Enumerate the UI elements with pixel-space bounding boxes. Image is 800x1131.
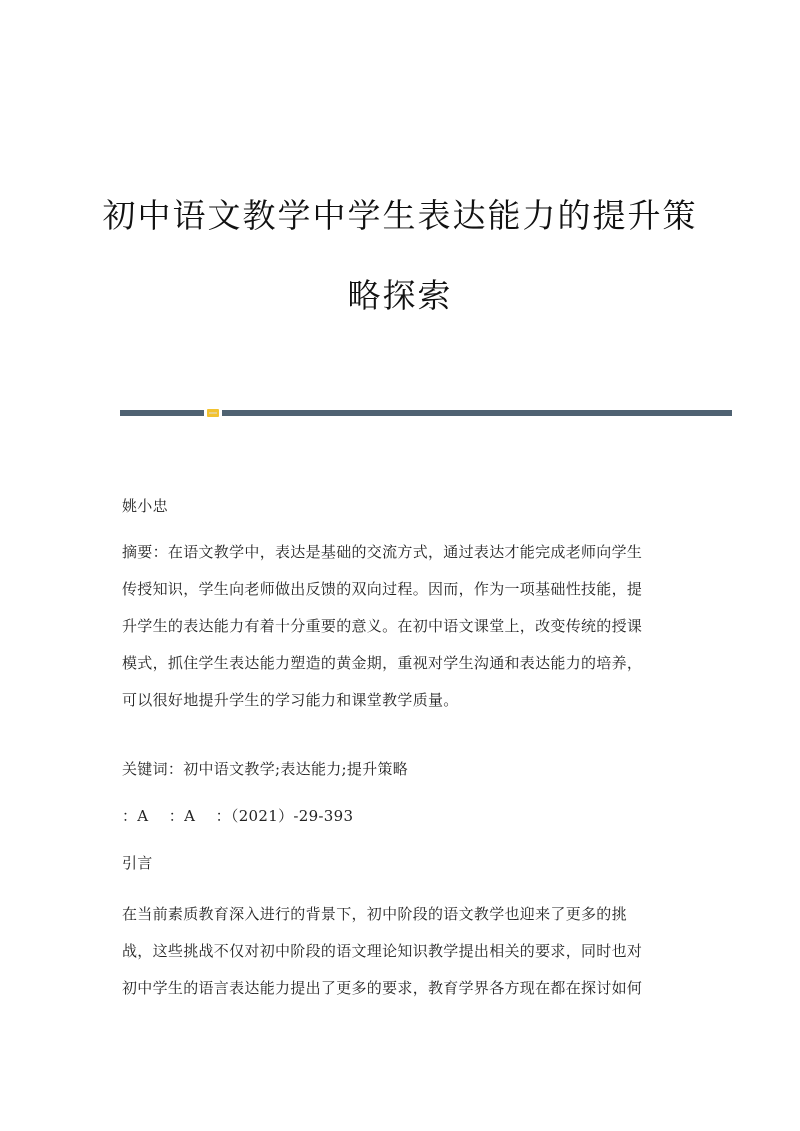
pencil-icon (206, 407, 220, 419)
classification-info: ：A ：A ：（2021）-29-393 (122, 807, 354, 825)
intro-line: 在当前素质教育深入进行的背景下，初中阶段的语文教学也迎来了更多的挑 (122, 905, 627, 923)
document-title-line-2: 略探索 (347, 276, 453, 315)
abstract-line: 升学生的表达能力有着十分重要的意义。在初中语文课堂上，改变传统的授课 (122, 617, 643, 635)
divider-bar-right (222, 410, 732, 416)
abstract-line: 传授知识，学生向老师做出反馈的双向过程。因而，作为一项基础性技能，提 (122, 580, 643, 598)
intro-line: 初中学生的语言表达能力提出了更多的要求，教育学界各方现在都在探讨如何 (122, 979, 643, 997)
abstract-line: 可以很好地提升学生的学习能力和课堂教学质量。 (122, 691, 459, 709)
keywords: 关键词：初中语文教学;表达能力;提升策略 (122, 760, 409, 778)
author: 姚小忠 (122, 497, 168, 515)
divider-bar-left (120, 410, 204, 416)
intro-heading: 引言 (122, 854, 153, 872)
title-divider (120, 409, 732, 417)
abstract-line: 模式，抓住学生表达能力塑造的黄金期，重视对学生沟通和表达能力的培养， (122, 654, 643, 672)
abstract (122, 534, 682, 719)
abstract-line: 摘要：在语文教学中，表达是基础的交流方式，通过表达才能完成老师向学生 (122, 543, 643, 561)
intro-line: 战，这些挑战不仅对初中阶段的语文理论知识教学提出相关的要求，同时也对 (122, 942, 643, 960)
intro-body (122, 896, 682, 1007)
document-title-line-1: 初中语文教学中学生表达能力的提升策 (102, 196, 698, 235)
